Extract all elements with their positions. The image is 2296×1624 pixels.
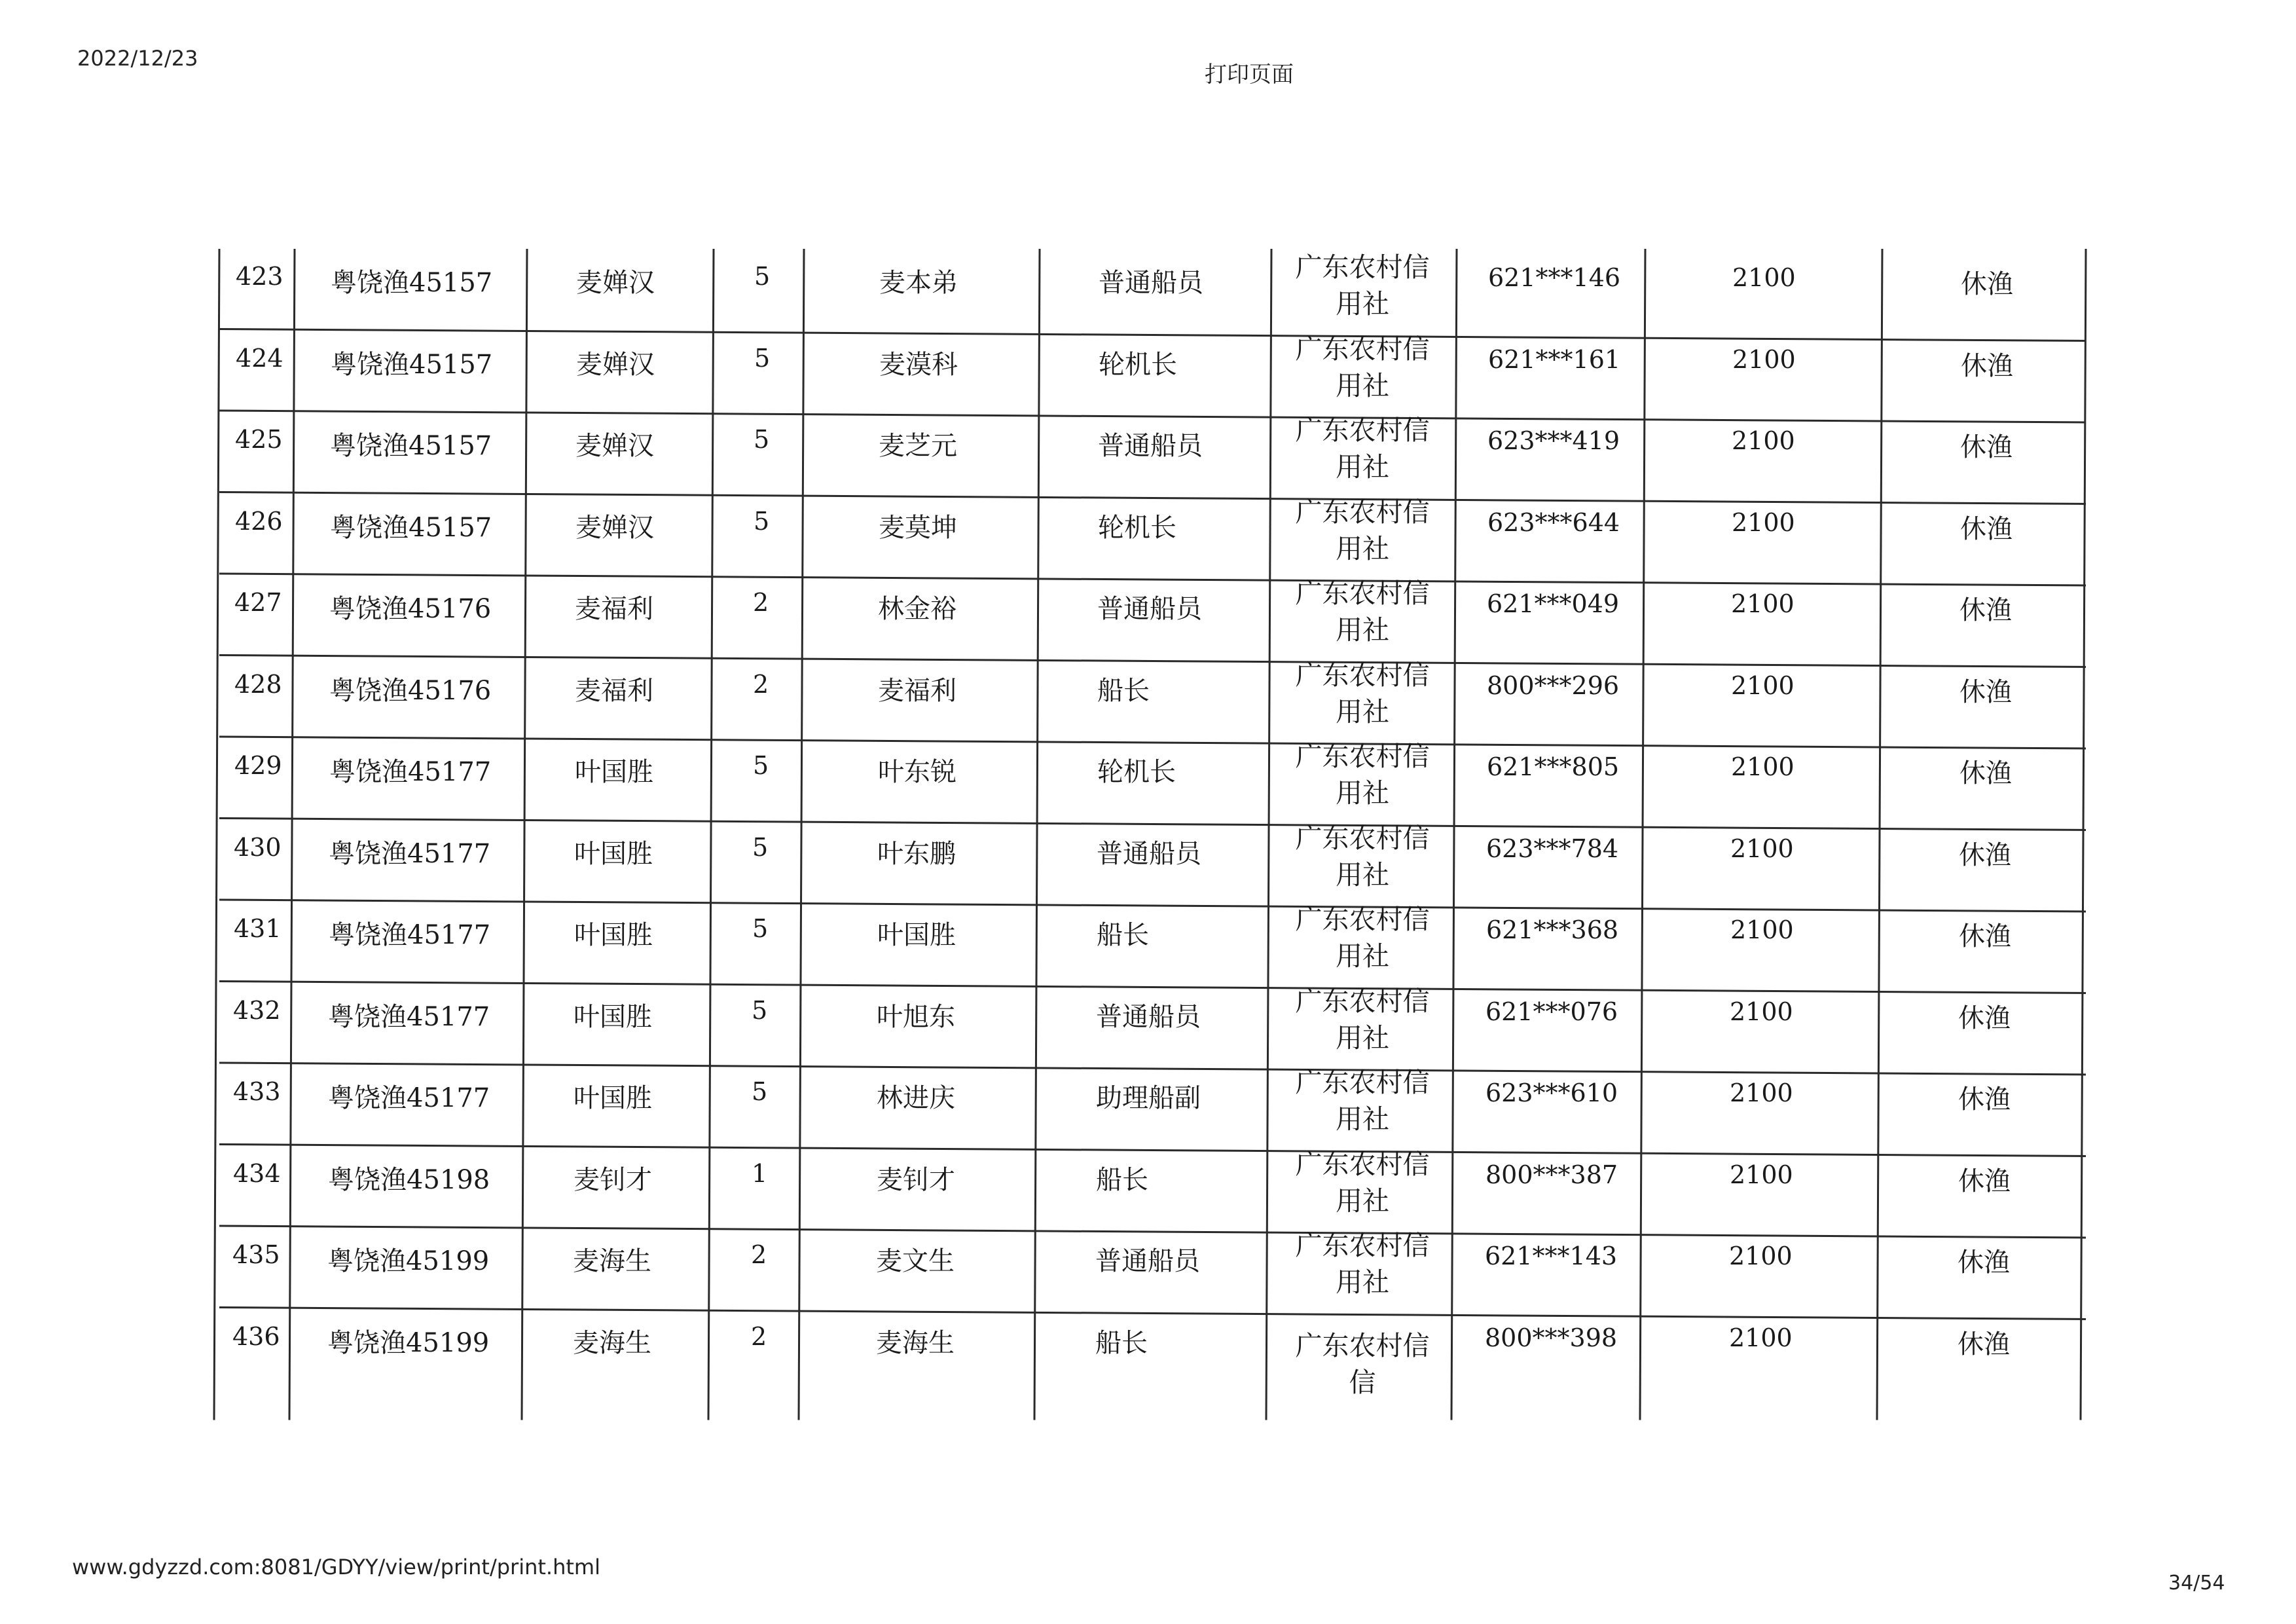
crew-name: 麦漠科 <box>879 349 958 380</box>
ship-owner: 麦婵汉 <box>576 349 655 380</box>
fishing-status: 休渔 <box>1958 1166 2011 1196</box>
fishing-status: 休渔 <box>1961 269 2013 299</box>
ship-number: 粤饶渔45198 <box>328 1164 490 1195</box>
crew-count: 2 <box>751 1321 767 1351</box>
crew-role: 普通船员 <box>1097 838 1201 869</box>
account-number: 800***296 <box>1487 671 1620 700</box>
ship-number: 粤饶渔45177 <box>328 1001 490 1032</box>
account-number: 800***387 <box>1485 1160 1618 1189</box>
crew-role: 普通船员 <box>1095 1246 1200 1276</box>
row-line-8 <box>219 900 2086 912</box>
crew-name: 叶国胜 <box>877 920 956 950</box>
row-number: 432 <box>233 995 281 1025</box>
row-line-4 <box>219 574 2086 585</box>
account-number: 621***805 <box>1487 752 1620 781</box>
crew-name: 麦文生 <box>876 1246 955 1276</box>
subsidy-amount: 2100 <box>1731 671 1795 700</box>
subsidy-amount: 2100 <box>1731 589 1795 618</box>
fishing-status: 休渔 <box>1958 1247 2010 1278</box>
ship-number: 粤饶渔45199 <box>327 1246 490 1276</box>
page-title: 打印页面 <box>1205 62 1294 88</box>
bank-name: 广东农村信用社 <box>1295 333 1430 401</box>
row-number: 429 <box>234 751 282 780</box>
ship-owner: 叶国胜 <box>574 1083 652 1113</box>
subsidy-amount: 2100 <box>1732 507 1795 537</box>
bank-name: 广东农村信用社 <box>1295 496 1430 564</box>
row-line-2 <box>219 411 2086 422</box>
fishing-status: 休渔 <box>1959 595 2012 625</box>
crew-name: 麦芝元 <box>879 431 957 461</box>
subsidy-amount: 2100 <box>1730 834 1794 863</box>
row-line-9 <box>219 982 2086 993</box>
account-number: 621***161 <box>1488 344 1621 374</box>
row-line-5 <box>219 655 2086 667</box>
crew-count: 5 <box>754 506 770 536</box>
bank-name: 广东农村信用社 <box>1295 1067 1430 1135</box>
column-line-8 <box>1640 249 1645 1420</box>
crew-name: 叶东锐 <box>878 757 957 787</box>
crew-role: 轮机长 <box>1099 349 1177 380</box>
account-number: 623***419 <box>1487 426 1620 455</box>
ship-owner: 麦钊才 <box>574 1164 652 1195</box>
account-number: 621***049 <box>1487 589 1620 618</box>
crew-name: 叶旭东 <box>877 1001 955 1032</box>
crew-count: 1 <box>752 1158 768 1188</box>
fishing-status: 休渔 <box>1961 350 2013 381</box>
ship-number: 粤饶渔45176 <box>329 594 492 624</box>
bank-name: 广东农村信用社 <box>1295 822 1430 891</box>
row-number: 430 <box>234 832 282 862</box>
bank-name: 广东农村信用社 <box>1295 415 1430 483</box>
bank-name: 广东农村信用社 <box>1295 1230 1430 1298</box>
row-line-6 <box>219 737 2086 748</box>
crew-count: 5 <box>752 832 769 862</box>
ship-owner: 麦婵汉 <box>575 512 654 543</box>
ship-owner: 叶国胜 <box>575 757 653 787</box>
fishing-status: 休渔 <box>1958 1003 2011 1033</box>
column-line-4 <box>799 249 804 1420</box>
crew-count: 2 <box>751 1240 767 1269</box>
ship-number: 粤饶渔45157 <box>331 349 493 380</box>
ship-number: 粤饶渔45157 <box>331 268 493 298</box>
crew-name: 麦福利 <box>878 675 957 706</box>
bank-name: 广东农村信用社 <box>1295 578 1430 646</box>
crew-role: 轮机长 <box>1097 757 1176 787</box>
column-line-2 <box>522 249 527 1420</box>
column-line-3 <box>708 249 714 1420</box>
row-number: 427 <box>234 588 282 617</box>
crew-count: 5 <box>754 425 770 454</box>
row-number: 425 <box>235 425 283 454</box>
row-number: 423 <box>236 262 283 291</box>
crew-role: 轮机长 <box>1098 512 1176 543</box>
account-number: 621***076 <box>1485 997 1618 1026</box>
column-line-0 <box>214 249 219 1420</box>
row-number: 424 <box>236 343 283 373</box>
ship-number: 粤饶渔45199 <box>327 1327 490 1358</box>
crew-count: 5 <box>753 751 769 780</box>
row-number: 431 <box>234 914 282 943</box>
subsidy-amount: 2100 <box>1729 1323 1793 1352</box>
subsidy-amount: 2100 <box>1730 915 1794 944</box>
column-line-10 <box>2081 249 2086 1420</box>
crew-count: 5 <box>754 343 771 373</box>
account-number: 621***143 <box>1485 1242 1618 1270</box>
crew-count: 5 <box>752 914 769 943</box>
column-line-7 <box>1451 249 1457 1420</box>
fishing-status: 休渔 <box>1958 1329 2010 1359</box>
crew-name: 麦海生 <box>876 1327 955 1358</box>
row-line-7 <box>219 819 2086 830</box>
ship-number: 粤饶渔45177 <box>329 920 491 950</box>
crew-role: 普通船员 <box>1099 268 1203 298</box>
account-number: 623***644 <box>1487 507 1620 537</box>
crew-name: 林金裕 <box>878 594 957 624</box>
row-number: 433 <box>233 1077 281 1106</box>
subsidy-amount: 2100 <box>1732 263 1796 292</box>
crew-count: 2 <box>753 588 769 617</box>
row-line-13 <box>219 1308 2086 1320</box>
row-line-1 <box>219 329 2086 341</box>
fishing-status: 休渔 <box>1959 840 2011 870</box>
crew-count: 5 <box>752 995 768 1025</box>
ship-owner: 麦婵汉 <box>576 268 655 298</box>
subsidy-amount: 2100 <box>1730 997 1793 1026</box>
ship-number: 粤饶渔45157 <box>330 512 492 543</box>
row-number: 434 <box>233 1158 281 1188</box>
row-number: 428 <box>234 669 282 699</box>
ship-owner: 叶国胜 <box>574 920 653 950</box>
account-number: 621***368 <box>1486 915 1619 944</box>
subsidy-amount: 2100 <box>1732 344 1796 374</box>
fishing-status: 休渔 <box>1959 676 2012 707</box>
bank-name: 广东农村信用社 <box>1295 741 1430 809</box>
fishing-status: 休渔 <box>1960 513 2013 544</box>
ship-owner: 麦福利 <box>575 594 653 624</box>
ship-owner: 麦婵汉 <box>575 431 654 461</box>
row-number: 426 <box>235 506 283 536</box>
crew-count: 5 <box>752 1077 768 1106</box>
crew-role: 船长 <box>1096 1164 1148 1195</box>
ship-number: 粤饶渔45157 <box>330 431 492 461</box>
bank-name: 广东农村信信 <box>1295 1329 1430 1398</box>
account-number: 800***398 <box>1485 1323 1618 1352</box>
page-number: 34/54 <box>2168 1572 2225 1595</box>
ship-number: 粤饶渔45176 <box>329 675 492 706</box>
crew-count: 2 <box>753 669 769 699</box>
ship-owner: 麦海生 <box>573 1327 651 1358</box>
subsidy-amount: 2100 <box>1729 1242 1793 1270</box>
column-line-1 <box>289 249 295 1420</box>
fishing-status: 休渔 <box>1959 921 2011 951</box>
crew-role: 助理船副 <box>1096 1083 1201 1113</box>
crew-name: 林进庆 <box>877 1083 955 1113</box>
bank-name: 广东农村信用社 <box>1295 1148 1430 1217</box>
row-number: 435 <box>232 1240 280 1269</box>
row-line-11 <box>219 1145 2086 1156</box>
crew-role: 船长 <box>1097 675 1150 706</box>
crew-count: 5 <box>754 262 771 291</box>
column-line-5 <box>1034 249 1040 1420</box>
ship-number: 粤饶渔45177 <box>329 757 492 787</box>
ship-owner: 叶国胜 <box>574 1001 652 1032</box>
account-number: 621***146 <box>1488 263 1621 292</box>
bank-name: 广东农村信用社 <box>1295 985 1430 1054</box>
subsidy-amount: 2100 <box>1731 752 1795 781</box>
column-line-9 <box>1877 249 1882 1420</box>
ship-number: 粤饶渔45177 <box>328 1083 490 1113</box>
fishing-status: 休渔 <box>1958 1084 2011 1115</box>
bank-name: 广东农村信用社 <box>1295 659 1430 728</box>
crew-name: 叶东鹏 <box>877 838 956 869</box>
subsidy-amount: 2100 <box>1730 1079 1793 1107</box>
bank-name: 广东农村信用社 <box>1295 251 1430 320</box>
crew-role: 船长 <box>1095 1327 1148 1358</box>
crew-role: 普通船员 <box>1096 1001 1201 1032</box>
column-line-6 <box>1266 249 1271 1420</box>
row-line-10 <box>219 1063 2086 1075</box>
crew-name: 麦钊才 <box>877 1164 955 1195</box>
account-number: 623***784 <box>1486 834 1619 863</box>
subsidy-amount: 2100 <box>1732 426 1795 455</box>
page-url: www.gdyzzd.com:8081/GDYY/view/print/print.html <box>72 1555 600 1579</box>
ship-number: 粤饶渔45177 <box>329 838 491 869</box>
subsidy-amount: 2100 <box>1730 1160 1793 1189</box>
bank-name: 广东农村信用社 <box>1295 904 1430 972</box>
crew-name: 麦莫坤 <box>879 512 957 543</box>
row-line-3 <box>219 492 2086 504</box>
ship-owner: 叶国胜 <box>574 838 653 869</box>
crew-name: 麦本弟 <box>879 268 958 298</box>
ship-owner: 麦海生 <box>573 1246 651 1276</box>
fishing-status: 休渔 <box>1959 758 2012 788</box>
crew-role: 普通船员 <box>1098 431 1203 461</box>
crew-role: 普通船员 <box>1097 594 1202 624</box>
print-date: 2022/12/23 <box>77 46 198 71</box>
row-line-12 <box>219 1226 2086 1238</box>
account-number: 623***610 <box>1485 1079 1618 1107</box>
crew-role: 船长 <box>1097 920 1149 950</box>
row-number: 436 <box>232 1321 280 1351</box>
ship-owner: 麦福利 <box>575 675 653 706</box>
fishing-status: 休渔 <box>1960 432 2013 462</box>
